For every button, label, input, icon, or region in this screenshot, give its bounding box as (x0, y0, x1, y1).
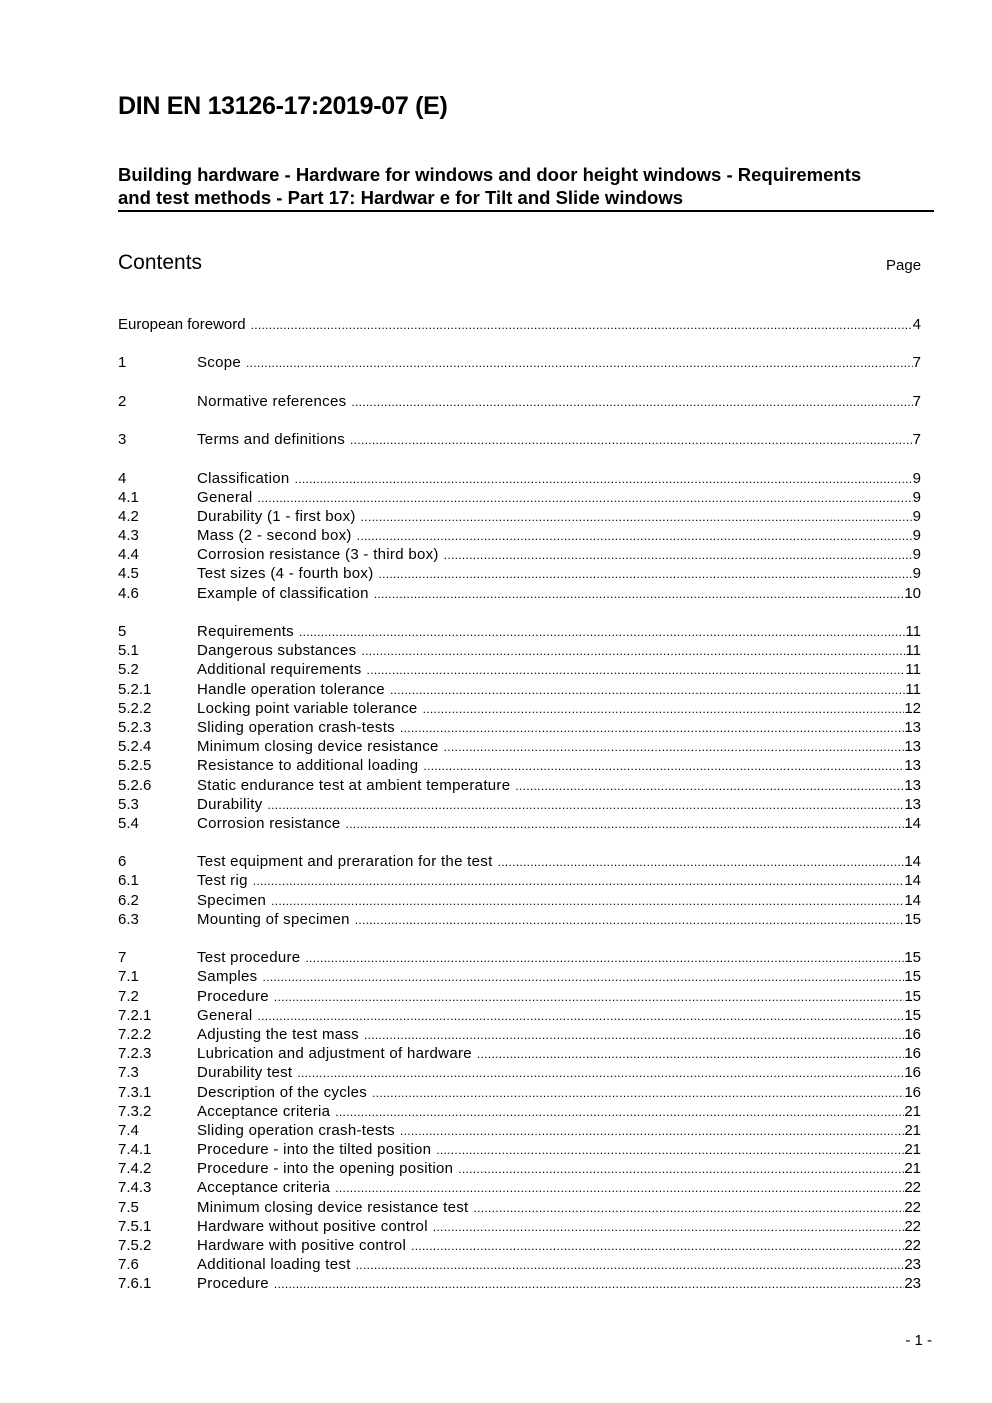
toc-entry[interactable] (118, 315, 921, 334)
toc-entry-title: Lubrication and adjustment of hardware (197, 1045, 472, 1063)
toc-entry[interactable] (118, 1140, 921, 1159)
toc-entry-page: 22 (904, 1179, 921, 1197)
toc-entry-title: Classification (197, 469, 290, 487)
toc-dot-leader (274, 988, 904, 1007)
document-id: DIN EN 13126-17:2019-07 (E) (118, 92, 448, 120)
toc-entry[interactable] (118, 718, 921, 737)
toc-entry-title: Procedure - into the opening position (197, 1160, 454, 1178)
toc-entry-number: 7.2.3 (118, 1045, 152, 1063)
toc-dot-leader (423, 757, 904, 776)
toc-entry-page: 7 (912, 431, 921, 449)
toc-dot-leader (251, 316, 913, 335)
toc-entry-page: 13 (904, 795, 921, 813)
toc-dot-leader (458, 1160, 904, 1179)
toc-entry-title: Additional loading test (197, 1256, 351, 1274)
toc-entry-page: 16 (904, 1025, 921, 1043)
toc-entry-title: Additional requirements (197, 661, 362, 679)
toc-dot-leader (444, 738, 905, 757)
toc-entry-page: 21 (904, 1121, 921, 1139)
toc-entry[interactable] (118, 987, 921, 1006)
toc-entry-page: 11 (905, 680, 921, 698)
toc-entry-page: 16 (904, 1045, 921, 1063)
toc-entry-page: 14 (904, 853, 921, 871)
toc-dot-leader (367, 661, 906, 680)
toc-dot-leader (372, 1084, 904, 1103)
toc-dot-leader (400, 719, 904, 738)
toc-entry-number: 7.5.2 (118, 1237, 152, 1254)
toc-entry-number: 1 (118, 354, 127, 372)
toc-group (118, 353, 921, 372)
toc-dot-leader (361, 508, 913, 527)
toc-entry-title: Test sizes (4 - fourth box) (197, 565, 374, 583)
toc-entry-number: 7.3 (118, 1064, 139, 1082)
toc-dot-leader (364, 1026, 904, 1045)
toc-dot-leader (335, 1179, 904, 1198)
toc-entry-number: 5.2.3 (118, 718, 152, 736)
toc-entry-number: 5.1 (118, 642, 139, 660)
toc-entry-number: 7.5.1 (118, 1217, 152, 1235)
toc-entry-title: Handle operation tolerance (197, 680, 385, 698)
toc-group (118, 392, 921, 411)
toc-entry-number: 7.5 (118, 1198, 139, 1216)
toc-entry-title: Minimum closing device resistance (197, 738, 439, 756)
page-number-footer: - 1 - (905, 1332, 932, 1349)
toc-entry-page: 13 (904, 757, 921, 775)
table-of-contents (118, 315, 921, 1313)
toc-entry-title: European foreword (118, 316, 246, 333)
toc-dot-leader (433, 1218, 904, 1237)
toc-entry-title: Durability (197, 795, 263, 813)
toc-entry-page: 9 (912, 469, 921, 487)
toc-entry-page: 16 (904, 1064, 921, 1082)
toc-entry-page: 10 (904, 584, 921, 602)
toc-entry[interactable] (118, 756, 921, 775)
toc-entry[interactable] (118, 680, 921, 699)
toc-entry-page: 14 (904, 872, 921, 890)
toc-entry-number: 5.2.4 (118, 738, 152, 756)
toc-entry-title: Test procedure (197, 949, 301, 967)
toc-entry-title: Hardware without positive control (197, 1217, 428, 1235)
toc-entry-page: 15 (904, 1006, 921, 1024)
toc-entry-number: 6.1 (118, 872, 139, 890)
toc-entry-page: 9 (912, 565, 921, 583)
toc-dot-leader (390, 681, 905, 700)
contents-heading: Contents (118, 251, 203, 274)
toc-entry-title: Procedure (197, 1275, 269, 1293)
toc-entry-number: 7.3.1 (118, 1083, 152, 1101)
toc-entry[interactable] (118, 430, 921, 449)
toc-entry[interactable] (118, 871, 921, 890)
toc-entry-number: 7.1 (118, 968, 139, 986)
toc-entry-title: Test rig (197, 872, 248, 890)
toc-entry[interactable] (118, 1236, 921, 1255)
toc-entry-title: General (197, 1006, 253, 1024)
toc-entry-title: Description of the cycles (197, 1083, 368, 1101)
toc-entry-page: 15 (904, 987, 921, 1005)
toc-entry-page: 7 (912, 354, 921, 372)
toc-dot-leader (297, 1064, 904, 1083)
toc-dot-leader (257, 1007, 904, 1026)
toc-entry-title: Sliding operation crash-tests (197, 1121, 395, 1139)
toc-entry-number: 2 (118, 392, 127, 410)
toc-entry-number: 7.4.2 (118, 1160, 152, 1178)
toc-entry-page: 4 (912, 316, 921, 333)
toc-entry[interactable] (118, 776, 921, 795)
toc-entry-page: 13 (904, 718, 921, 736)
toc-entry-page: 16 (904, 1083, 921, 1101)
toc-entry-page: 23 (904, 1256, 921, 1274)
toc-entry-title: Static endurance test at ambient temperature (197, 776, 511, 794)
toc-dot-leader (335, 1103, 904, 1122)
toc-dot-leader (355, 911, 905, 930)
toc-entry-page: 11 (905, 642, 921, 660)
toc-dot-leader (257, 489, 912, 508)
toc-entry-number: 3 (118, 431, 127, 449)
toc-entry[interactable] (118, 1198, 921, 1217)
toc-entry-page: 14 (904, 891, 921, 909)
toc-entry-title: Locking point variable tolerance (197, 699, 418, 717)
toc-entry-number: 5.3 (118, 795, 139, 813)
toc-entry-number: 7.6 (118, 1256, 139, 1274)
toc-entry[interactable] (118, 469, 921, 488)
toc-dot-leader (423, 700, 905, 719)
title-rule (118, 210, 934, 212)
toc-group (118, 622, 921, 833)
toc-dot-leader (400, 1122, 904, 1141)
toc-entry[interactable] (118, 641, 921, 660)
toc-dot-leader (374, 585, 905, 604)
toc-entry[interactable] (118, 545, 921, 564)
toc-dot-leader (356, 1256, 905, 1275)
toc-dot-leader (350, 431, 913, 450)
toc-dot-leader (361, 642, 905, 661)
toc-dot-leader (262, 968, 904, 987)
toc-entry-number: 7.4.3 (118, 1179, 152, 1197)
toc-entry-number: 7.2.2 (118, 1025, 152, 1043)
toc-entry-number: 6.3 (118, 910, 139, 928)
toc-entry[interactable] (118, 1102, 921, 1121)
toc-dot-leader (253, 872, 905, 891)
toc-dot-leader (477, 1045, 904, 1064)
toc-entry-title: Mounting of specimen (197, 910, 350, 928)
toc-entry[interactable] (118, 1025, 921, 1044)
toc-dot-leader (299, 623, 905, 642)
toc-dot-leader (379, 565, 913, 584)
toc-entry-page: 14 (904, 814, 921, 832)
toc-entry-page: 9 (912, 527, 921, 545)
toc-entry-page: 12 (904, 699, 921, 717)
toc-entry-title: Requirements (197, 623, 294, 640)
toc-entry[interactable] (118, 584, 921, 603)
toc-dot-leader (271, 892, 904, 911)
toc-dot-leader (346, 815, 905, 834)
toc-entry-number: 7.6.1 (118, 1275, 152, 1293)
toc-entry[interactable] (118, 1044, 921, 1063)
toc-entry[interactable] (118, 660, 921, 679)
toc-entry-number: 4.3 (118, 527, 139, 545)
toc-entry-number: 7 (118, 949, 127, 967)
toc-entry[interactable] (118, 1083, 921, 1102)
toc-entry-number: 7.2.1 (118, 1006, 152, 1024)
toc-dot-leader (515, 777, 904, 796)
toc-group (118, 315, 921, 334)
toc-entry-page: 21 (904, 1141, 921, 1159)
toc-entry[interactable] (118, 1006, 921, 1025)
toc-entry[interactable] (118, 507, 921, 526)
toc-entry-title: Durability (1 - first box) (197, 507, 356, 525)
toc-entry-number: 7.4 (118, 1121, 139, 1139)
toc-entry-number: 7.3.2 (118, 1102, 152, 1120)
toc-entry-number: 5.2 (118, 661, 139, 679)
toc-group (118, 948, 921, 1293)
toc-dot-leader (357, 527, 913, 546)
toc-entry-title: Dangerous substances (197, 642, 357, 660)
toc-dot-leader (436, 1141, 904, 1160)
toc-entry-number: 4.6 (118, 584, 139, 602)
toc-entry-title: Adjusting the test mass (197, 1025, 359, 1043)
toc-dot-leader (444, 546, 913, 565)
toc-entry[interactable] (118, 699, 921, 718)
toc-entry-title: Minimum closing device resistance test (197, 1198, 469, 1216)
document-title (118, 163, 934, 209)
toc-entry[interactable] (118, 1063, 921, 1082)
toc-entry-page: 22 (904, 1237, 921, 1254)
toc-entry-title: Corrosion resistance (3 - third box) (197, 546, 439, 564)
toc-entry[interactable] (118, 526, 921, 545)
toc-entry[interactable] (118, 795, 921, 814)
toc-entry-title: Mass (2 - second box) (197, 527, 352, 545)
toc-entry-page: 15 (904, 968, 921, 986)
toc-entry[interactable] (118, 737, 921, 756)
toc-entry-title: Acceptance criteria (197, 1179, 331, 1197)
toc-entry[interactable] (118, 1274, 921, 1293)
toc-entry-page: 11 (905, 623, 921, 640)
document-title-line-1: Building hardware - Hardware for windows and door height windows - Requirements (118, 164, 862, 185)
toc-entry[interactable] (118, 891, 921, 910)
toc-entry[interactable] (118, 1121, 921, 1140)
toc-entry-page: 9 (912, 546, 921, 564)
toc-group (118, 852, 921, 929)
toc-entry-title: Specimen (197, 891, 267, 909)
toc-entry-number: 5.2.6 (118, 776, 152, 794)
toc-entry-number: 4.2 (118, 507, 139, 525)
toc-entry[interactable] (118, 910, 921, 929)
toc-entry[interactable] (118, 488, 921, 507)
toc-entry-number: 4 (118, 469, 127, 487)
toc-entry-number: 5.2.1 (118, 680, 152, 698)
toc-entry-title: Samples (197, 968, 258, 986)
toc-entry-page: 21 (904, 1160, 921, 1178)
toc-entry-title: Durability test (197, 1064, 293, 1082)
toc-dot-leader (498, 853, 905, 872)
toc-dot-leader (295, 470, 913, 489)
toc-entry-number: 6.2 (118, 891, 139, 909)
toc-entry-number: 5.2.5 (118, 757, 152, 775)
toc-entry-page: 7 (912, 392, 921, 410)
toc-entry-page: 15 (904, 910, 921, 928)
toc-entry[interactable] (118, 353, 921, 372)
toc-entry-number: 4.5 (118, 565, 139, 583)
toc-entry-page: 9 (912, 507, 921, 525)
toc-entry-title: Test equipment and preraration for the test (197, 853, 493, 871)
toc-entry-number: 7.2 (118, 987, 139, 1005)
toc-entry-page: 22 (904, 1198, 921, 1216)
toc-entry-title: Terms and definitions (197, 431, 346, 449)
toc-entry-title: Procedure (197, 987, 269, 1005)
toc-entry-page: 23 (904, 1275, 921, 1293)
toc-dot-leader (474, 1199, 905, 1218)
toc-entry-title: Normative references (197, 392, 347, 410)
toc-entry[interactable] (118, 1217, 921, 1236)
toc-entry-title: Resistance to additional loading (197, 757, 419, 775)
toc-entry-title: General (197, 488, 253, 506)
toc-dot-leader (305, 949, 904, 968)
toc-dot-leader (351, 393, 912, 412)
toc-entry-number: 4.4 (118, 546, 139, 564)
toc-entry-number: 4.1 (118, 488, 139, 506)
document-title-line-2: and test methods - Part 17: Hardwar e for Tilt and Slide windows (118, 187, 684, 208)
toc-entry-page: 21 (904, 1102, 921, 1120)
toc-entry-number: 5.2.2 (118, 699, 152, 717)
toc-entry-page: 15 (904, 949, 921, 967)
toc-entry-title: Hardware with positive control (197, 1237, 407, 1254)
toc-entry-page: 13 (904, 738, 921, 756)
toc-group (118, 469, 921, 603)
toc-dot-leader (246, 354, 913, 373)
toc-entry-page: 13 (904, 776, 921, 794)
toc-entry[interactable] (118, 852, 921, 871)
toc-entry-number: 5 (118, 623, 127, 640)
toc-entry-page: 9 (912, 488, 921, 506)
toc-entry[interactable] (118, 1159, 921, 1178)
toc-entry-title: Sliding operation crash-tests (197, 718, 395, 736)
toc-entry[interactable] (118, 622, 921, 641)
toc-entry-title: Acceptance criteria (197, 1102, 331, 1120)
toc-dot-leader (274, 1275, 904, 1294)
toc-entry-title: Example of classification (197, 584, 369, 602)
toc-group (118, 430, 921, 449)
toc-dot-leader (411, 1237, 904, 1256)
toc-entry-page: 11 (905, 661, 921, 679)
page-column-heading: Page (886, 257, 922, 274)
toc-entry-title: Corrosion resistance (197, 814, 341, 832)
toc-entry[interactable] (118, 392, 921, 411)
toc-entry[interactable] (118, 564, 921, 583)
toc-entry-title: Scope (197, 354, 242, 372)
toc-entry-number: 6 (118, 853, 127, 871)
toc-dot-leader (268, 796, 905, 815)
toc-entry[interactable] (118, 1255, 921, 1274)
toc-entry[interactable] (118, 967, 921, 986)
toc-entry-number: 5.4 (118, 814, 139, 832)
toc-entry[interactable] (118, 814, 921, 833)
toc-entry-page: 22 (904, 1217, 921, 1235)
toc-entry-title: Procedure - into the tilted position (197, 1141, 432, 1159)
toc-entry[interactable] (118, 1178, 921, 1197)
toc-entry-number: 7.4.1 (118, 1141, 152, 1159)
toc-entry[interactable] (118, 948, 921, 967)
